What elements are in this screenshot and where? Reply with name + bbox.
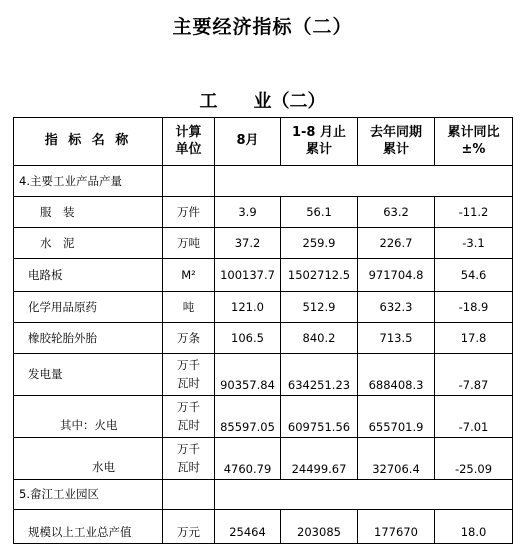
table-row bbox=[14, 510, 513, 544]
header-month: 8月 bbox=[215, 118, 281, 166]
row-name: 橡胶轮胎外胎 bbox=[14, 323, 163, 354]
cell-month: 4760.79 bbox=[215, 438, 281, 480]
cell-cumulative: 24499.67 bbox=[281, 438, 358, 480]
cell-cumulative: 634251.23 bbox=[281, 354, 358, 396]
table-row bbox=[14, 228, 513, 259]
cell-month: 90357.84 bbox=[215, 354, 281, 396]
row-name: 规模以上工业总产值 bbox=[14, 510, 163, 544]
cell-unit: M² bbox=[163, 259, 215, 292]
header-cumulative: 1-8 月止 累计 bbox=[281, 118, 358, 166]
cell-growth: -18.9 bbox=[435, 292, 513, 323]
cell-cumulative: 609751.56 bbox=[281, 396, 358, 438]
cell-unit bbox=[163, 480, 215, 510]
cell-growth: -7.87 bbox=[435, 354, 513, 396]
cell-cumulative: 203085 bbox=[281, 510, 358, 544]
header-unit: 计算 单位 bbox=[163, 118, 215, 166]
cell-growth: 54.6 bbox=[435, 259, 513, 292]
cell-growth: -11.2 bbox=[435, 197, 513, 228]
table-row bbox=[14, 438, 513, 480]
row-name: 其中：火电 bbox=[14, 396, 163, 438]
empty-span bbox=[215, 480, 513, 510]
cell-last-year: 655701.9 bbox=[358, 396, 435, 438]
cell-last-year: 688408.3 bbox=[358, 354, 435, 396]
section-label: 5.畲江工业园区 bbox=[14, 480, 163, 510]
cell-last-year: 226.7 bbox=[358, 228, 435, 259]
cell-unit: 万元 bbox=[163, 510, 215, 544]
table-row bbox=[14, 323, 513, 354]
cell-month: 85597.05 bbox=[215, 396, 281, 438]
cell-growth: -7.01 bbox=[435, 396, 513, 438]
row-name: 水 泥 bbox=[14, 228, 163, 259]
cell-growth: -25.09 bbox=[435, 438, 513, 480]
table-row bbox=[14, 259, 513, 292]
row-name: 电路板 bbox=[14, 259, 163, 292]
table-row bbox=[14, 480, 513, 510]
page-title: 主要经济指标（二） bbox=[172, 16, 353, 38]
cell-growth: 17.8 bbox=[435, 323, 513, 354]
cell-unit: 万件 bbox=[163, 197, 215, 228]
cell-growth: 18.0 bbox=[435, 510, 513, 544]
cell-cumulative: 259.9 bbox=[281, 228, 358, 259]
row-name: 发电量 bbox=[14, 354, 163, 396]
cell-month: 106.5 bbox=[215, 323, 281, 354]
cell-last-year: 32706.4 bbox=[358, 438, 435, 480]
cell-growth: -3.1 bbox=[435, 228, 513, 259]
cell-cumulative: 1502712.5 bbox=[281, 259, 358, 292]
cell-unit: 万条 bbox=[163, 323, 215, 354]
cell-last-year: 63.2 bbox=[358, 197, 435, 228]
cell-cumulative: 512.9 bbox=[281, 292, 358, 323]
cell-unit bbox=[163, 166, 215, 197]
header-growth: 累计同比 ±% bbox=[435, 118, 513, 166]
cell-cumulative: 56.1 bbox=[281, 197, 358, 228]
cell-month: 37.2 bbox=[215, 228, 281, 259]
table-header-row bbox=[14, 118, 513, 166]
table-row bbox=[14, 166, 513, 197]
cell-month: 100137.7 bbox=[215, 259, 281, 292]
cell-last-year: 632.3 bbox=[358, 292, 435, 323]
cell-unit: 万吨 bbox=[163, 228, 215, 259]
cell-month: 25464 bbox=[215, 510, 281, 544]
cell-last-year: 177670 bbox=[358, 510, 435, 544]
table-row bbox=[14, 197, 513, 228]
cell-unit: 万千 瓦时 bbox=[163, 438, 215, 480]
table-row bbox=[14, 292, 513, 323]
cell-cumulative: 840.2 bbox=[281, 323, 358, 354]
row-name: 服 装 bbox=[14, 197, 163, 228]
empty-span bbox=[215, 166, 513, 197]
indicator-table bbox=[13, 117, 513, 544]
cell-last-year: 971704.8 bbox=[358, 259, 435, 292]
table-row bbox=[14, 396, 513, 438]
row-name: 化学用品原药 bbox=[14, 292, 163, 323]
section-subtitle: 工 业（二） bbox=[199, 91, 326, 112]
cell-unit: 吨 bbox=[163, 292, 215, 323]
row-name: 水电 bbox=[14, 438, 163, 480]
cell-unit: 万千 瓦时 bbox=[163, 396, 215, 438]
header-last-year: 去年同期 累计 bbox=[358, 118, 435, 166]
cell-month: 3.9 bbox=[215, 197, 281, 228]
table-row bbox=[14, 354, 513, 396]
cell-unit: 万千 瓦时 bbox=[163, 354, 215, 396]
cell-last-year: 713.5 bbox=[358, 323, 435, 354]
cell-month: 121.0 bbox=[215, 292, 281, 323]
header-indicator: 指 标 名 称 bbox=[14, 118, 163, 166]
section-label: 4.主要工业产品产量 bbox=[14, 166, 163, 197]
